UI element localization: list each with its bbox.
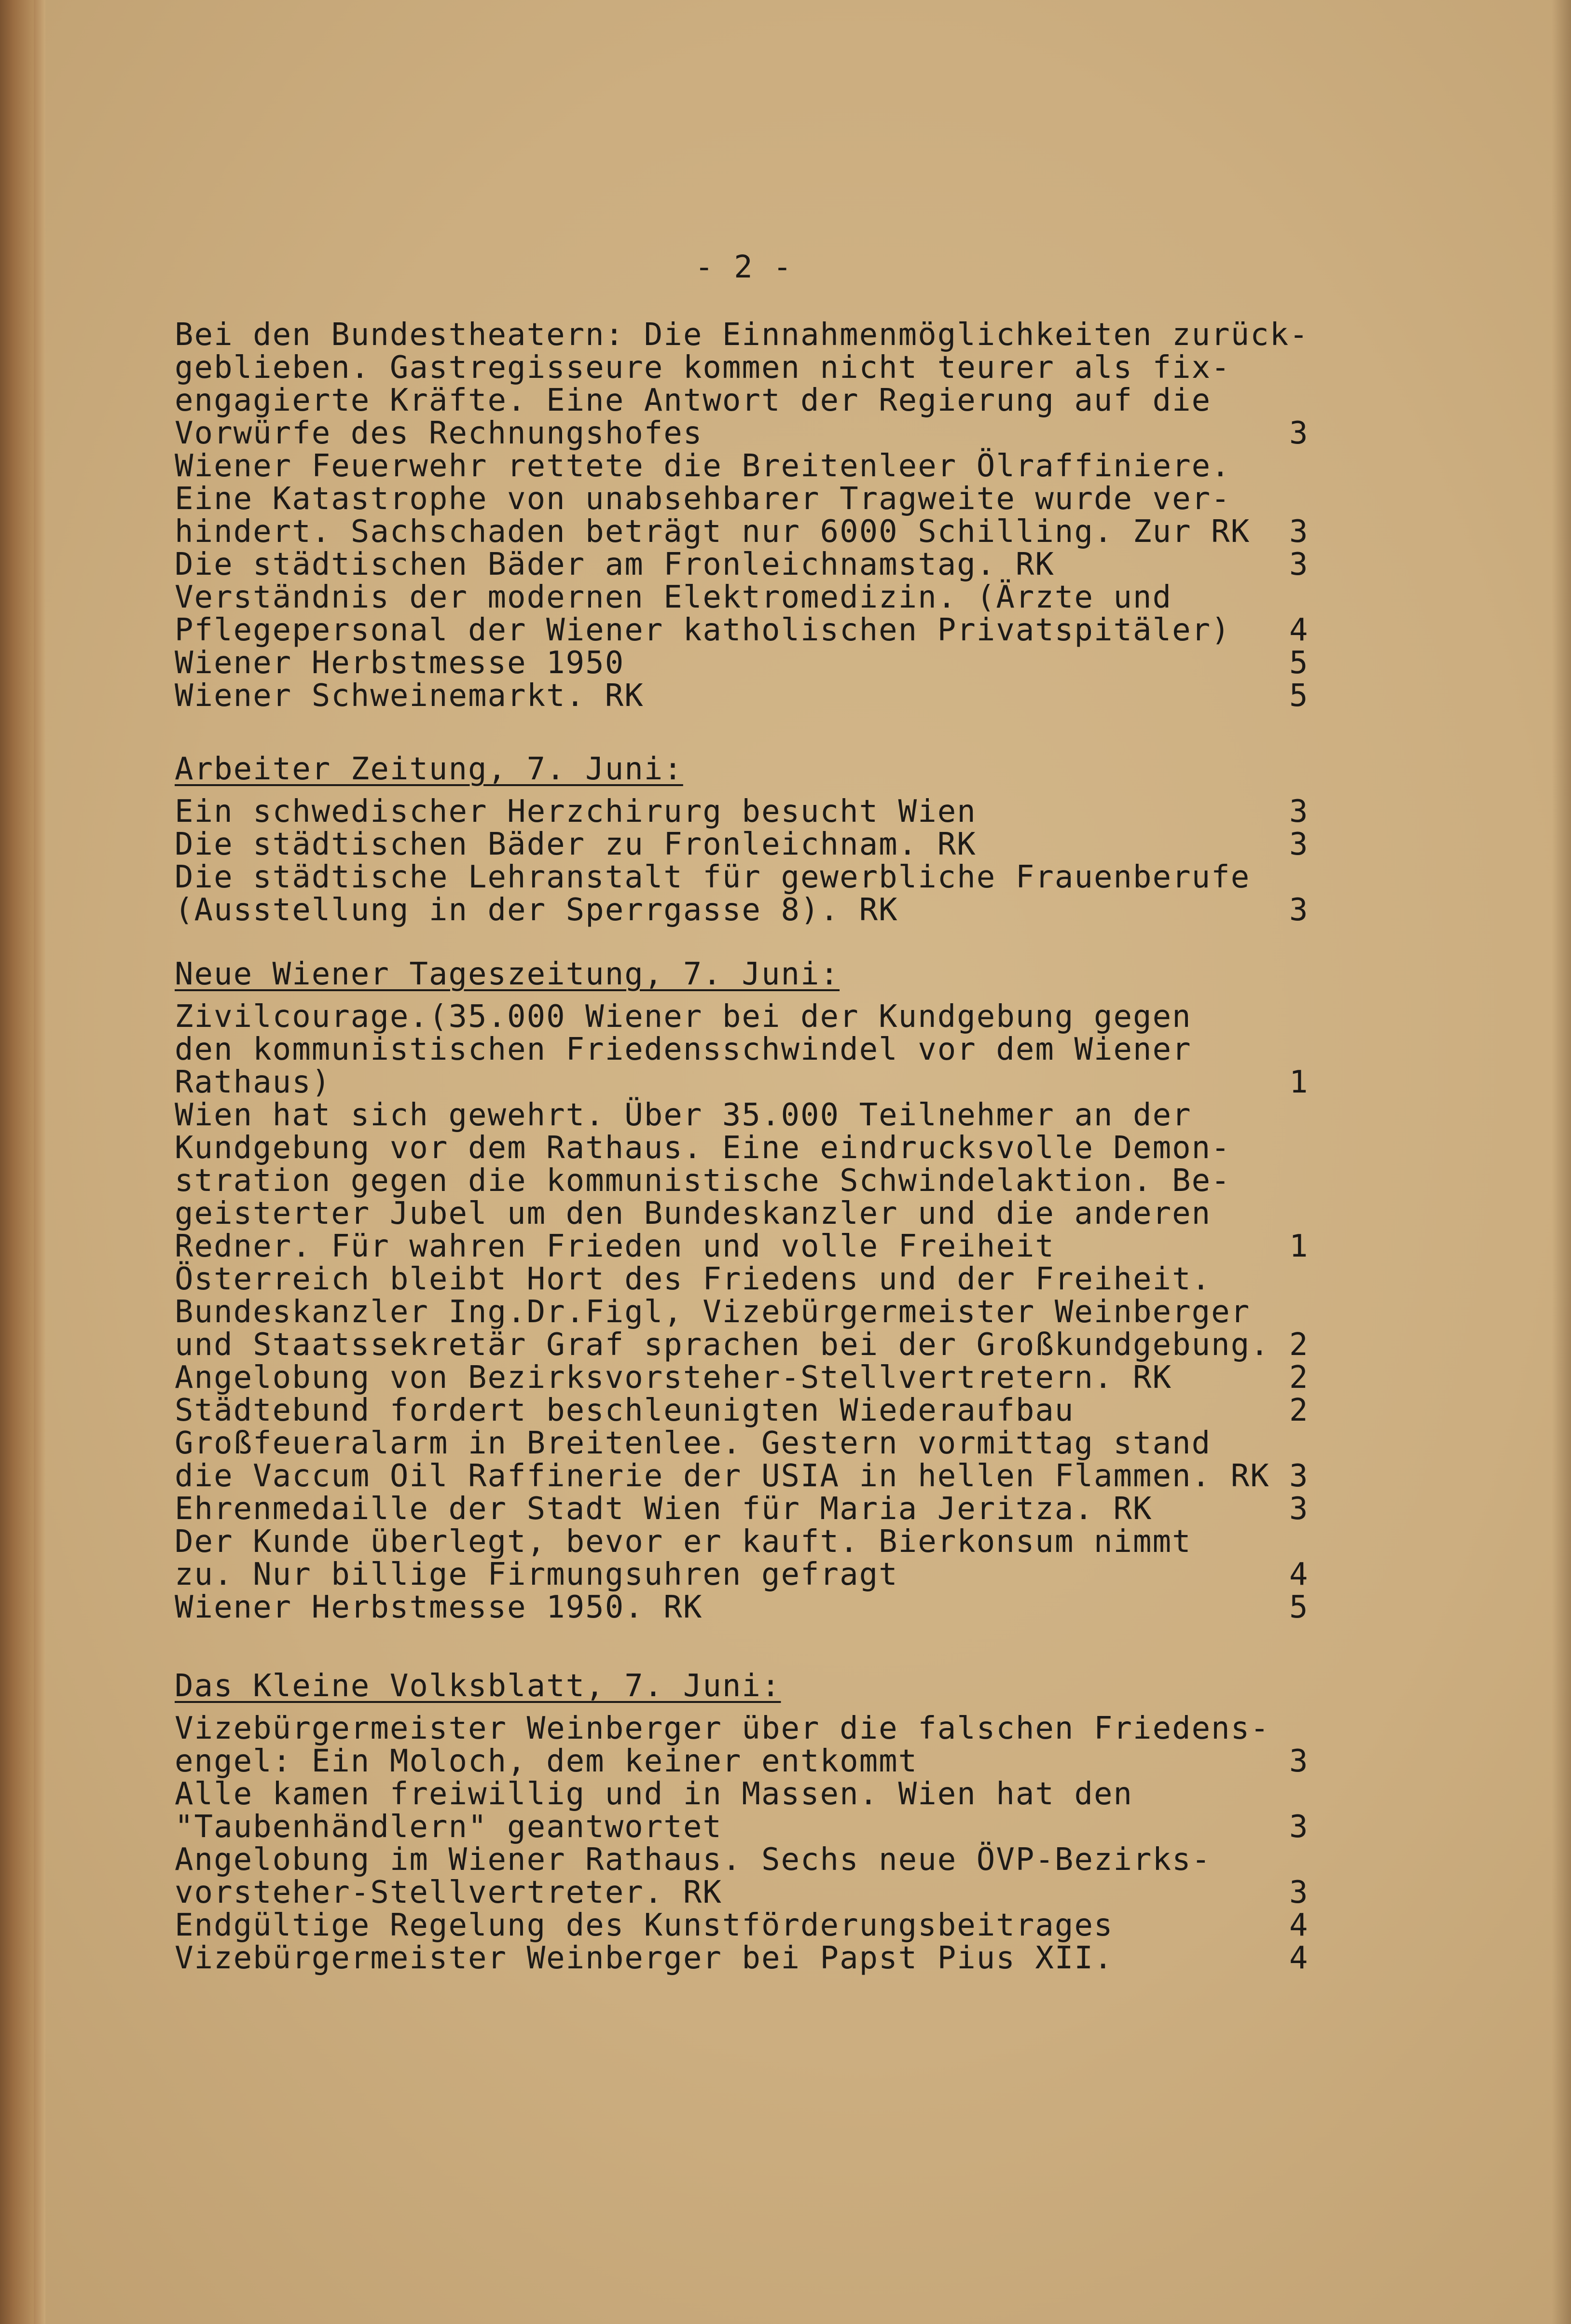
entry-text: hindert. Sachschaden beträgt nur 6000 Schilling. Zur RK xyxy=(175,514,1251,550)
list-item xyxy=(175,1843,1333,1876)
entry-text: Angelobung im Wiener Rathaus. Sechs neue ÖVP-Bezirks- xyxy=(175,1842,1212,1878)
entry-text: engagierte Kräfte. Eine Antwort der Regierung auf die xyxy=(175,383,1212,418)
entry-text: Städtebund fordert beschleunigten Wiederaufbau xyxy=(175,1393,1075,1428)
list-item xyxy=(175,1558,1333,1591)
list-item xyxy=(175,1525,1333,1558)
entry-text: engel: Ein Moloch, dem keiner entkommt xyxy=(175,1743,918,1779)
page-edge xyxy=(34,0,45,2324)
page-reference: 3 xyxy=(1289,1743,1309,1779)
entry-text: Großfeueralarm in Breitenlee. Gestern vormittag stand xyxy=(175,1425,1212,1461)
section-heading: Neue Wiener Tageszeitung, 7. Juni: xyxy=(175,956,840,992)
list-item xyxy=(175,1745,1333,1778)
entry-text: Zivilcourage.(35.000 Wiener bei der Kundgebung gegen xyxy=(175,999,1192,1035)
list-item xyxy=(175,318,1333,351)
page-reference: 2 xyxy=(1289,1393,1309,1428)
entry-text: Kundgebung vor dem Rathaus. Eine eindrucksvolle Demon- xyxy=(175,1130,1231,1166)
entry-text: Die städtischen Bäder zu Fronleichnam. RK xyxy=(175,827,977,862)
entry-text: Wiener Herbstmesse 1950. RK xyxy=(175,1590,703,1625)
list-item xyxy=(175,483,1333,515)
entry-text: Der Kunde überlegt, bevor er kauft. Bierkonsum nimmt xyxy=(175,1524,1192,1560)
page-reference: 4 xyxy=(1289,1940,1309,1976)
entry-text: Wien hat sich gewehrt. Über 35.000 Teilnehmer an der xyxy=(175,1097,1192,1133)
page-reference: 1 xyxy=(1289,1065,1309,1100)
page-reference: 3 xyxy=(1289,514,1309,550)
list-item xyxy=(175,1361,1333,1394)
entry-text: Die städtischen Bäder am Fronleichnamstag. RK xyxy=(175,547,1055,582)
page-reference: 2 xyxy=(1289,1327,1309,1363)
entry-text: Ehrenmedaille der Stadt Wien für Maria Jeritza. RK xyxy=(175,1491,1153,1527)
entry-text: "Taubenhändlern" geantwortet xyxy=(175,1809,722,1845)
page-reference: 3 xyxy=(1289,1491,1309,1527)
entry-text: Verständnis der modernen Elektromedizin. (Ärzte und xyxy=(175,580,1172,615)
section-intro xyxy=(175,318,1333,712)
page-reference: 4 xyxy=(1289,1908,1309,1943)
list-item xyxy=(175,861,1333,894)
entry-text: den kommunistischen Friedensschwindel vor dem Wiener xyxy=(175,1032,1192,1067)
page-reference: 3 xyxy=(1289,892,1309,928)
list-item xyxy=(175,795,1333,828)
page-reference: 5 xyxy=(1289,645,1309,681)
list-item xyxy=(175,1164,1333,1197)
list-item xyxy=(175,1909,1333,1942)
list-item xyxy=(175,647,1333,679)
list-item xyxy=(175,1328,1333,1361)
book-binding xyxy=(0,0,34,2324)
list-item xyxy=(175,1460,1333,1493)
entry-text: Vizebürgermeister Weinberger bei Papst Pius XII. xyxy=(175,1940,1114,1976)
page-reference: 4 xyxy=(1289,1557,1309,1592)
entry-text: Vizebürgermeister Weinberger über die falschen Friedens- xyxy=(175,1711,1270,1746)
section-heading: Arbeiter Zeitung, 7. Juni: xyxy=(175,751,683,787)
page-reference: 2 xyxy=(1289,1360,1309,1396)
entry-text: Ein schwedischer Herzchirurg besucht Wien xyxy=(175,794,977,830)
page-number: - 2 - xyxy=(695,249,793,285)
entry-text: Wiener Herbstmesse 1950 xyxy=(175,645,625,681)
page-reference: 5 xyxy=(1289,678,1309,714)
section-neue-wiener-tageszeitung xyxy=(175,958,1333,1624)
page-reference: 3 xyxy=(1289,547,1309,582)
list-item xyxy=(175,828,1333,861)
entry-text: Bei den Bundestheatern: Die Einnahmenmöglichkeiten zurück- xyxy=(175,317,1309,353)
page-reference: 1 xyxy=(1289,1229,1309,1264)
entry-text: Angelobung von Bezirksvorsteher-Stellvertretern. RK xyxy=(175,1360,1172,1396)
list-item xyxy=(175,351,1333,384)
entry-text: die Vaccum Oil Raffinerie der USIA in hellen Flammen. RK xyxy=(175,1458,1270,1494)
list-item xyxy=(175,1712,1333,1745)
list-item xyxy=(175,1876,1333,1909)
page-reference: 3 xyxy=(1289,794,1309,830)
list-item xyxy=(175,614,1333,647)
page-reference: 4 xyxy=(1289,612,1309,648)
entry-text: Rathaus) xyxy=(175,1065,331,1100)
list-item xyxy=(175,1493,1333,1525)
section-kleine-volksblatt xyxy=(175,1670,1333,1975)
list-item xyxy=(175,1033,1333,1066)
entry-text: Eine Katastrophe von unabsehbarer Tragweite wurde ver- xyxy=(175,481,1231,517)
list-item xyxy=(175,1591,1333,1624)
entry-text: Alle kamen freiwillig und in Massen. Wien hat den xyxy=(175,1776,1133,1812)
entry-text: und Staatssekretär Graf sprachen bei der Großkundgebung. xyxy=(175,1327,1270,1363)
list-item xyxy=(175,1000,1333,1033)
entry-text: stration gegen die kommunistische Schwindelaktion. Be- xyxy=(175,1163,1231,1199)
entry-text: geblieben. Gastregisseure kommen nicht teurer als fix- xyxy=(175,350,1231,386)
entry-text: Redner. Für wahren Frieden und volle Freiheit xyxy=(175,1229,1055,1264)
section-heading: Das Kleine Volksblatt, 7. Juni: xyxy=(175,1668,781,1704)
list-item xyxy=(175,1099,1333,1132)
entry-text: Österreich bleibt Hort des Friedens und der Freiheit. xyxy=(175,1261,1212,1297)
entry-text: geisterter Jubel um den Bundeskanzler und die anderen xyxy=(175,1196,1212,1231)
list-item xyxy=(175,515,1333,548)
list-item xyxy=(175,548,1333,581)
page-reference: 3 xyxy=(1289,1458,1309,1494)
list-item xyxy=(175,581,1333,614)
list-item xyxy=(175,1132,1333,1164)
list-item xyxy=(175,1066,1333,1099)
section-arbeiter-zeitung xyxy=(175,753,1333,927)
entry-text: Vorwürfe des Rechnungshofes xyxy=(175,415,703,451)
page-reference: 3 xyxy=(1289,1809,1309,1845)
entry-text: vorsteher-Stellvertreter. RK xyxy=(175,1875,722,1910)
page-reference: 5 xyxy=(1289,1590,1309,1625)
list-item xyxy=(175,1778,1333,1811)
entry-text: (Ausstellung in der Sperrgasse 8). RK xyxy=(175,892,898,928)
list-item xyxy=(175,894,1333,927)
page-shadow xyxy=(1552,0,1571,2324)
entry-text: Wiener Schweinemarkt. RK xyxy=(175,678,644,714)
entry-text: zu. Nur billige Firmungsuhren gefragt xyxy=(175,1557,898,1592)
list-item xyxy=(175,1427,1333,1460)
list-item xyxy=(175,1197,1333,1230)
list-item xyxy=(175,1263,1333,1296)
page-reference: 3 xyxy=(1289,1875,1309,1910)
entry-text: Wiener Feuerwehr rettete die Breitenleer Ölraffiniere. xyxy=(175,448,1231,484)
list-item xyxy=(175,450,1333,483)
page-reference: 3 xyxy=(1289,415,1309,451)
list-item xyxy=(175,1942,1333,1975)
entry-text: Endgültige Regelung des Kunstförderungsbeitrages xyxy=(175,1908,1114,1943)
list-item xyxy=(175,1394,1333,1427)
entry-text: Bundeskanzler Ing.Dr.Figl, Vizebürgermeister Weinberger xyxy=(175,1294,1251,1330)
list-item xyxy=(175,679,1333,712)
list-item xyxy=(175,1296,1333,1328)
page-reference: 3 xyxy=(1289,827,1309,862)
list-item xyxy=(175,417,1333,450)
entry-text: Die städtische Lehranstalt für gewerbliche Frauenberufe xyxy=(175,859,1251,895)
entry-text: Pflegepersonal der Wiener katholischen Privatspitäler) xyxy=(175,612,1231,648)
list-item xyxy=(175,1811,1333,1843)
list-item xyxy=(175,1230,1333,1263)
list-item xyxy=(175,384,1333,417)
